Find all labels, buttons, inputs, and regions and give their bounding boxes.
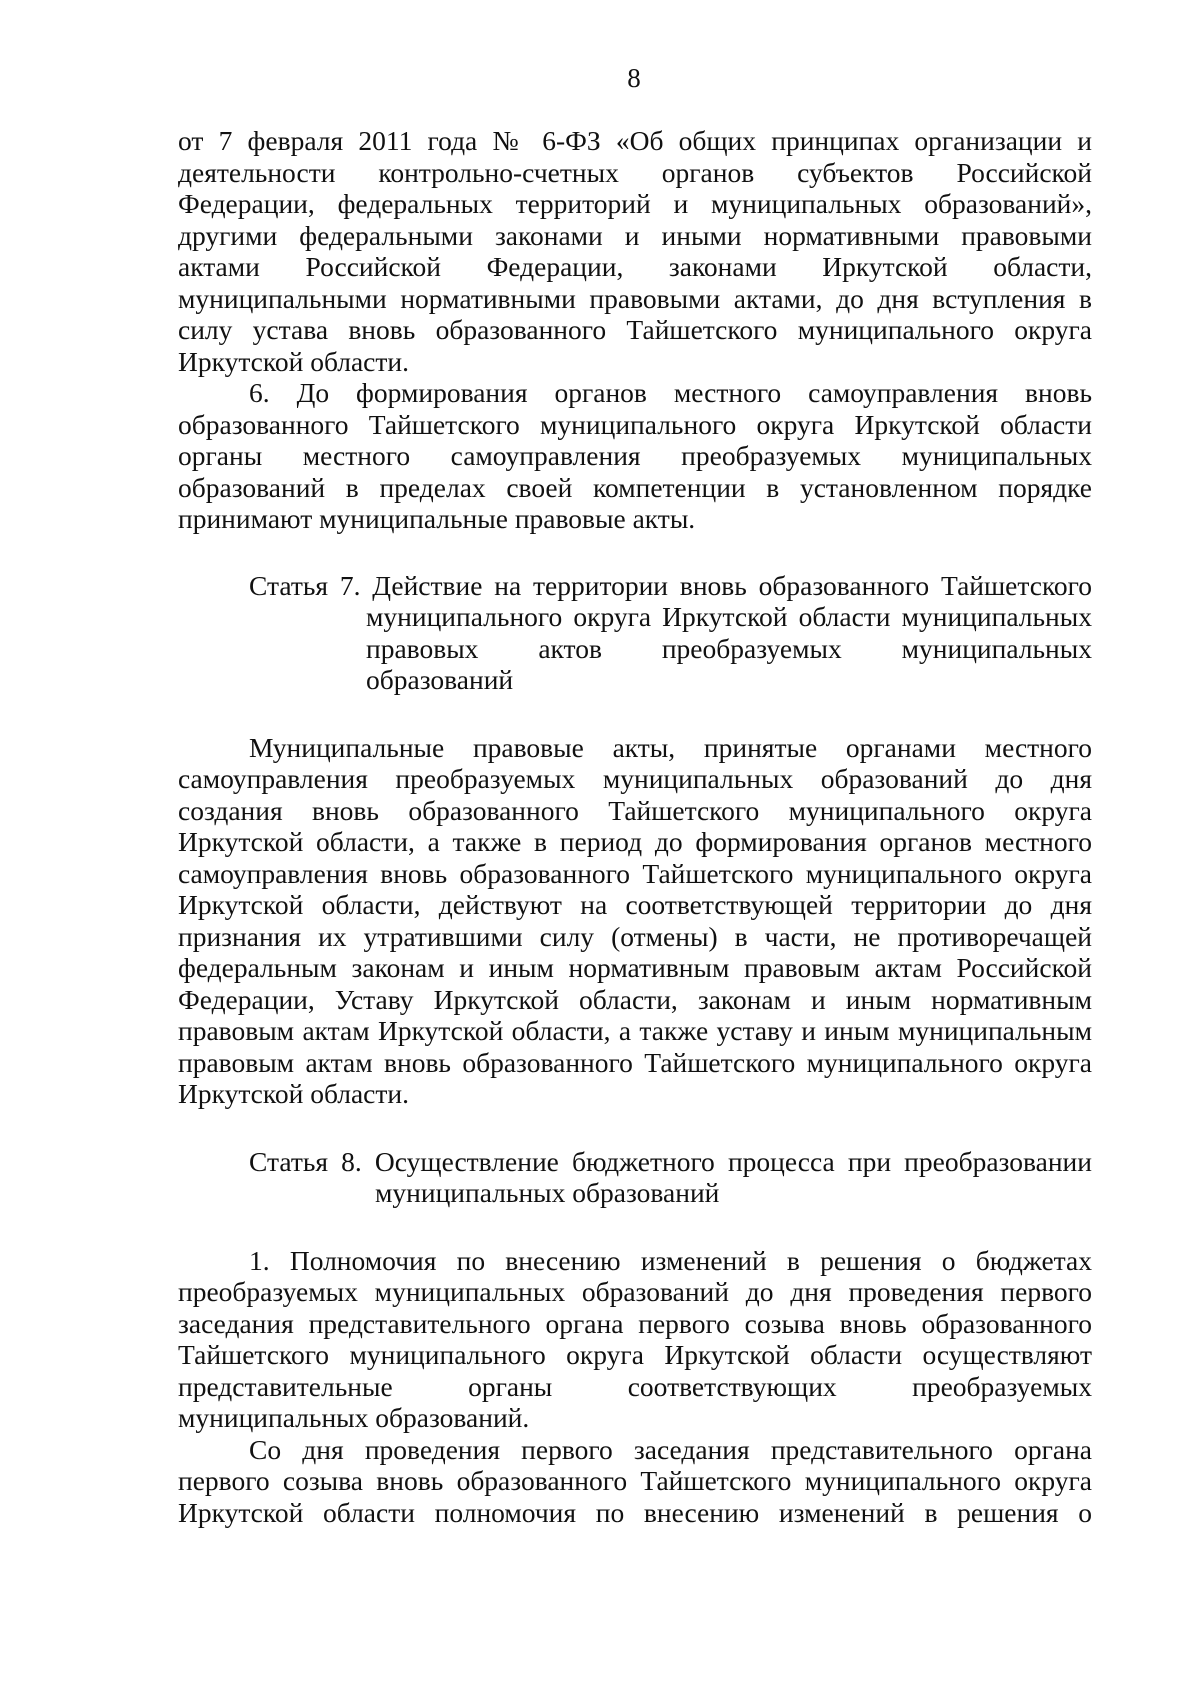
- text-line: преобразуемых муниципальных образований до дня проведения первого: [178, 1276, 1092, 1307]
- text-line: самоуправления вновь образованного Тайшетского муниципального округа: [178, 857, 1092, 889]
- heading-line: муниципальных образований: [375, 1177, 720, 1208]
- text-line: самоуправления преобразуемых муниципальных образований до дня: [178, 763, 1092, 794]
- text-line: Со дня проведения первого заседания представительного органа: [249, 1433, 1092, 1465]
- text-line: Федерации, федеральных территорий и муниципальных образований»,: [178, 188, 1092, 219]
- article-7-heading: [249, 570, 1092, 696]
- text-line: Иркутской области.: [178, 1078, 409, 1109]
- text-line: заседания представительного органа первого созыва вновь образованного: [178, 1307, 1092, 1339]
- text-line: Иркутской области.: [178, 345, 409, 377]
- text-line: актами Российской Федерации, законами Иркутской области,: [178, 251, 1092, 282]
- page-number: 8: [627, 63, 641, 93]
- text-line: Федерации, Уставу Иркутской области, законам и иным нормативным: [178, 983, 1092, 1015]
- text-line: Тайшетского муниципального округа Иркутской области осуществляют: [178, 1339, 1092, 1370]
- text-line: правовым актам Иркутской области, а также уставу и иным муниципальным: [178, 1015, 1092, 1046]
- document-body: [178, 125, 1092, 1528]
- article-8-paragraph-2: [178, 1434, 1092, 1529]
- text-line: муниципальных образований.: [178, 1402, 530, 1433]
- paragraph-intro: [178, 125, 1092, 377]
- text-line: другими федеральными законами и иными нормативными правовыми: [178, 219, 1092, 251]
- text-line: Иркутской области полномочия по внесению изменений в решения о: [178, 1496, 1092, 1528]
- text-line: образований в пределах своей компетенции в установленном порядке: [178, 471, 1092, 503]
- text-line: Иркутской области, действуют на соответствующей территории до дня: [178, 889, 1092, 920]
- text-line: признания их утратившими силу (отмены) в части, не противоречащей: [178, 920, 1092, 952]
- heading-line: правовых актов преобразуемых муниципальных: [366, 632, 1092, 664]
- text-line: Иркутской области, а также в период до формирования органов местного: [178, 826, 1092, 857]
- article-8-paragraph-1: [178, 1245, 1092, 1434]
- heading-line: Статья 8. Осуществление бюджетного процесса при преобразовании: [249, 1145, 1092, 1177]
- heading-line: муниципального округа Иркутской области муниципальных: [366, 601, 1092, 632]
- text-line: 6. До формирования органов местного самоуправления вновь: [249, 377, 1092, 408]
- paragraph-6: [178, 377, 1092, 535]
- text-line: 1. Полномочия по внесению изменений в решения о бюджетах: [249, 1244, 1092, 1276]
- text-line: образованного Тайшетского муниципального округа Иркутской области: [178, 408, 1092, 440]
- text-line: муниципальными нормативными правовыми актами, до дня вступления в: [178, 282, 1092, 314]
- article-8-heading: [249, 1146, 1092, 1209]
- text-line: представительные органы соответствующих преобразуемых: [178, 1370, 1092, 1402]
- article-7-body: [178, 732, 1092, 1110]
- text-line: правовым актам вновь образованного Тайшетского муниципального округа: [178, 1046, 1092, 1078]
- heading-line: Статья 7. Действие на территории вновь образованного Тайшетского: [249, 569, 1092, 601]
- heading-line: образований: [366, 664, 514, 695]
- text-line: Муниципальные правовые акты, принятые органами местного: [249, 731, 1092, 763]
- text-line: федеральным законам и иным нормативным правовым актам Российской: [178, 952, 1092, 983]
- text-line: деятельности контрольно-счетных органов субъектов Российской: [178, 156, 1092, 188]
- text-line: силу устава вновь образованного Тайшетского муниципального округа: [178, 314, 1092, 345]
- text-line: органы местного самоуправления преобразуемых муниципальных: [178, 440, 1092, 471]
- text-line: первого созыва вновь образованного Тайшетского муниципального округа: [178, 1465, 1092, 1496]
- text-line: создания вновь образованного Тайшетского муниципального округа: [178, 794, 1092, 826]
- text-line: принимают муниципальные правовые акты.: [178, 503, 696, 534]
- text-line: от 7 февраля 2011 года № 6-ФЗ «Об общих принципах организации и: [178, 125, 1092, 156]
